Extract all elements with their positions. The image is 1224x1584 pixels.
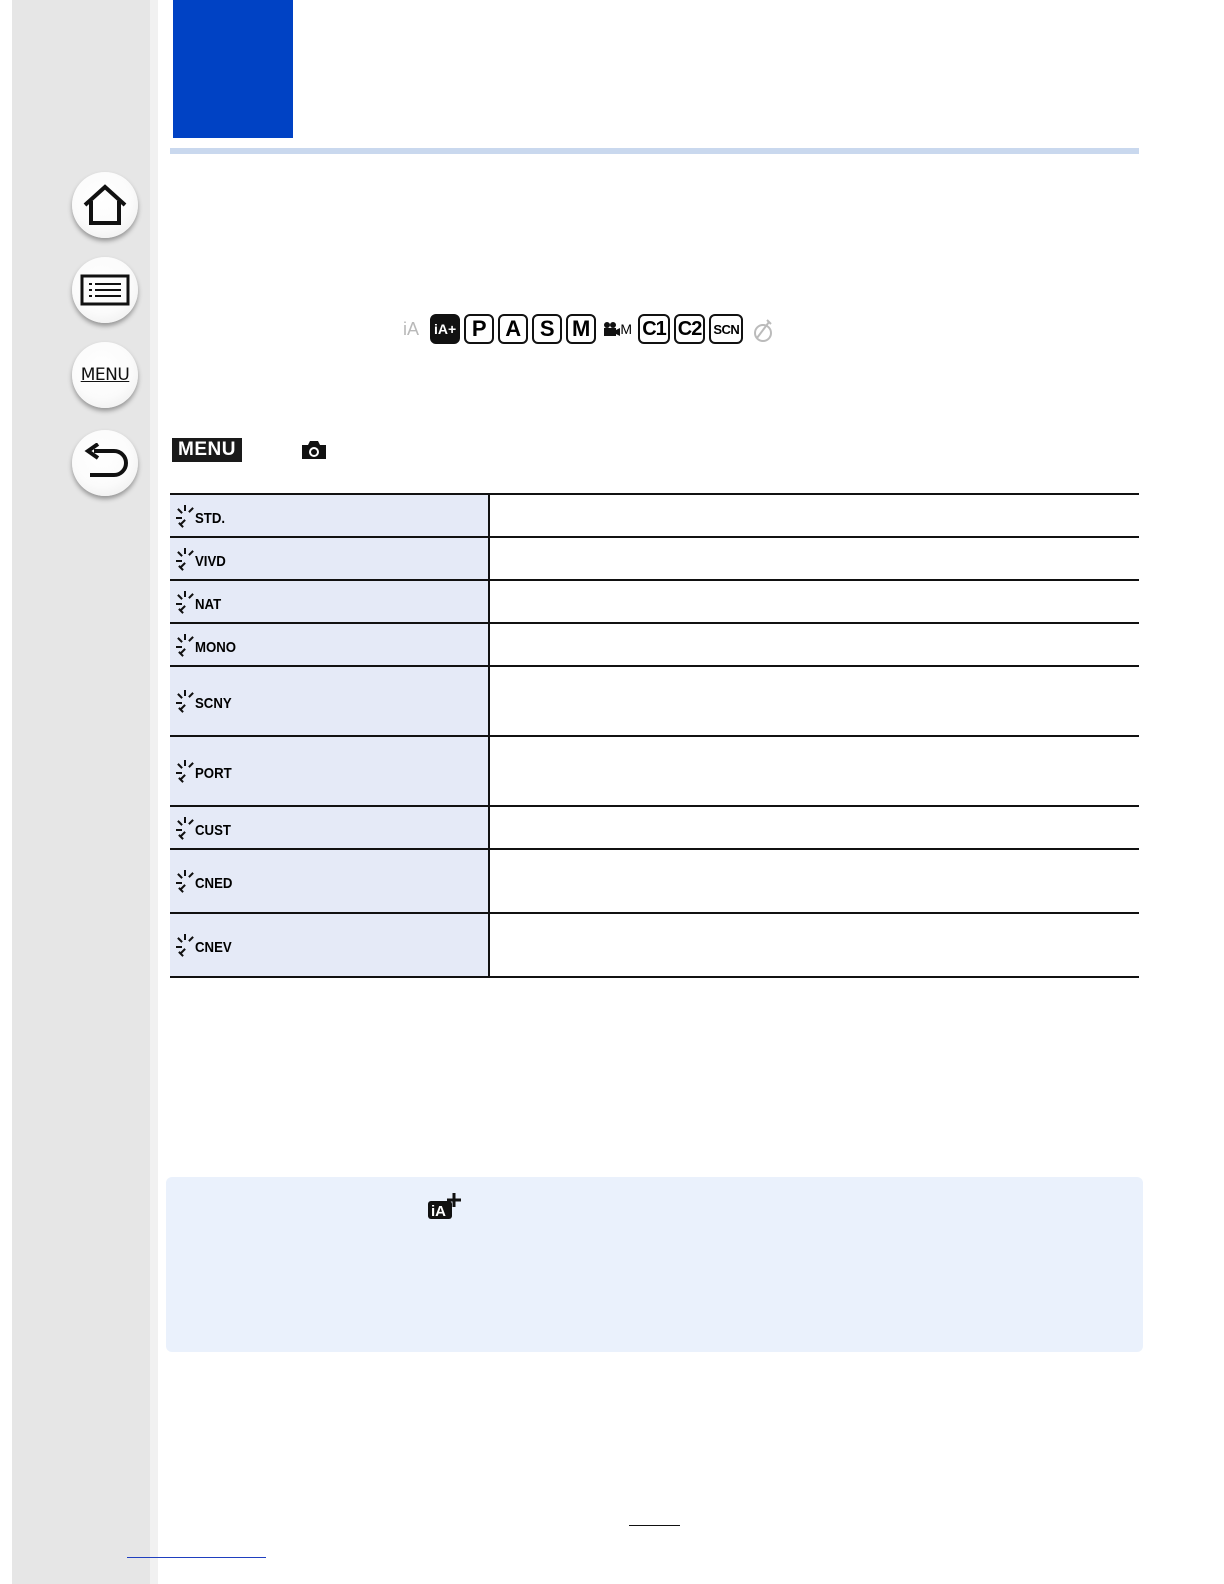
title-rule: [170, 148, 1139, 154]
home-button[interactable]: [72, 172, 138, 238]
table-row: [170, 537, 1139, 580]
mode-p-icon: [464, 314, 494, 344]
style-label-cell: [170, 494, 489, 537]
list-icon: [80, 274, 130, 306]
style-label-cell: [170, 913, 489, 977]
applicable-modes: [396, 312, 779, 346]
burst-glyph: [178, 870, 194, 892]
style-label-cell: [170, 666, 489, 736]
mode-scn-label: SCN: [713, 321, 740, 337]
style-description-cell: [489, 913, 1139, 977]
style-label-cell: [170, 623, 489, 666]
style-description-cell: [489, 537, 1139, 580]
mode-c1-icon: [638, 314, 670, 344]
burst-glyph: [178, 690, 194, 712]
photo-style-icon: [170, 548, 488, 570]
menu-button[interactable]: [72, 342, 138, 408]
mode-a-label: A: [505, 316, 522, 341]
style-label-cell: [170, 736, 489, 806]
home-icon: [81, 183, 129, 227]
mode-a-icon: [498, 314, 528, 344]
burst-glyph: [178, 548, 194, 570]
table-row: [170, 913, 1139, 977]
menu-path: [172, 438, 328, 462]
photo-style-table: [170, 493, 1139, 978]
burst-glyph: [178, 760, 194, 782]
photo-style-icon: [170, 870, 488, 892]
menu-button-label: MENU: [80, 365, 130, 385]
mode-c2-label: C2: [677, 317, 702, 340]
table-row: [170, 623, 1139, 666]
mode-scn-icon: [709, 314, 743, 344]
photo-style-icon: [170, 817, 488, 839]
mode-c2-icon: [674, 314, 706, 344]
photo-style-icon: [170, 934, 488, 956]
burst-glyph: [178, 934, 194, 956]
mode-creative-icon: [747, 314, 779, 344]
style-code: NAT: [195, 595, 222, 613]
ia-plus-icon: [428, 1193, 462, 1226]
creative-control-icon: [749, 316, 777, 342]
style-code: SCNY: [195, 695, 232, 712]
photo-style-icon: [170, 505, 488, 527]
table-row: [170, 494, 1139, 537]
table-row: [170, 806, 1139, 849]
back-button[interactable]: [72, 430, 138, 496]
burst-glyph: [178, 634, 194, 656]
mode-p-label: P: [471, 316, 487, 341]
mode-m-icon: [566, 314, 596, 344]
svg-text:iA: iA: [431, 1203, 446, 1220]
mode-ia-label: iA: [402, 318, 419, 339]
style-description-cell: [489, 666, 1139, 736]
chapter-tab: [173, 0, 293, 138]
mode-m-label: M: [572, 316, 591, 341]
burst-glyph: [178, 505, 194, 527]
style-description-cell: [489, 494, 1139, 537]
style-code: STD.: [195, 509, 226, 527]
camera-icon: [300, 439, 328, 461]
style-label-cell: [170, 806, 489, 849]
style-description-cell: [489, 623, 1139, 666]
table-row: [170, 666, 1139, 736]
movie-camera-icon: [602, 321, 620, 337]
style-code: MONO: [195, 638, 237, 656]
note-box: [166, 1177, 1143, 1352]
style-description-cell: [489, 580, 1139, 623]
style-code: VIVD: [195, 552, 226, 570]
mode-c1-label: C1: [642, 317, 666, 340]
style-code: CNED: [195, 875, 233, 892]
contents-button[interactable]: [72, 257, 138, 323]
mode-ia-icon: [396, 314, 426, 344]
back-arrow-icon: [80, 443, 130, 483]
photo-style-icon: [170, 760, 488, 782]
style-label-cell: [170, 580, 489, 623]
style-description-cell: [489, 736, 1139, 806]
table-row: [170, 580, 1139, 623]
style-description-cell: [489, 806, 1139, 849]
page-number-rule: [629, 1525, 680, 1526]
table-row: [170, 849, 1139, 913]
mode-s-icon: [532, 314, 562, 344]
style-description-cell: [489, 849, 1139, 913]
photo-style-icon: [170, 591, 488, 613]
photo-style-icon: [170, 690, 488, 712]
mode-s-label: S: [539, 316, 555, 341]
sidebar: [12, 0, 152, 1584]
style-code: PORT: [195, 765, 232, 782]
burst-glyph: [178, 817, 194, 839]
mode-ia-plus-icon: [430, 314, 460, 344]
mode-movie-m-label: M: [620, 321, 633, 337]
footer-link[interactable]: [127, 1557, 266, 1558]
sidebar-edge: [150, 0, 158, 1584]
menu-badge: MENU: [172, 438, 242, 462]
mode-ia-plus-label: iA+: [434, 321, 457, 337]
table-row: [170, 736, 1139, 806]
style-code: CNEV: [195, 939, 232, 956]
style-label-cell: [170, 849, 489, 913]
photo-style-icon: [170, 634, 488, 656]
burst-glyph: [178, 591, 194, 613]
style-code: CUST: [195, 821, 231, 839]
style-label-cell: [170, 537, 489, 580]
mode-movie-m-icon: [600, 314, 634, 344]
